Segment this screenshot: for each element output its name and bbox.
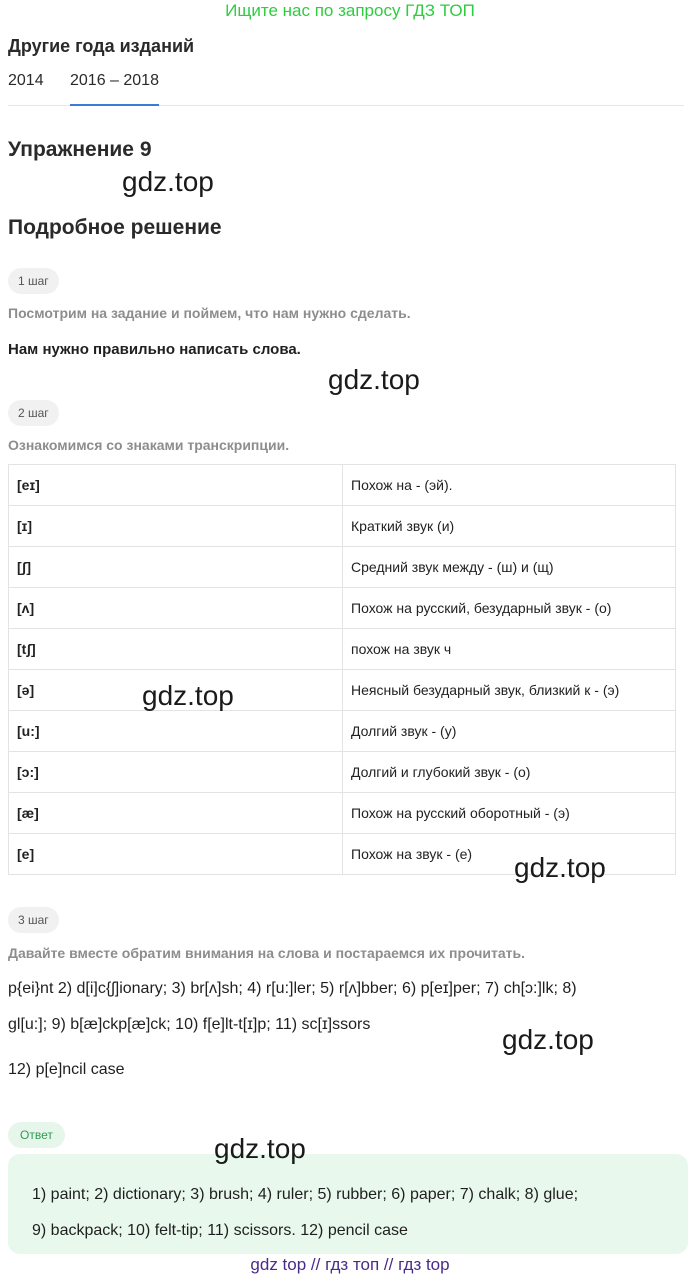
answer-line: 9) backpack; 10) felt-tip; 11) scissors. 12) pencil case — [32, 1222, 408, 1239]
transcription-symbol: [eɪ] — [9, 465, 343, 506]
search-banner[interactable]: Ищите нас по запросу ГДЗ ТОП — [225, 1, 475, 20]
watermark: gdz.top — [502, 1024, 594, 1055]
answer-box — [8, 1154, 688, 1254]
step-badge: 1 шаг — [8, 268, 59, 294]
table-row — [9, 506, 676, 547]
transcription-symbol: [ʃ] — [9, 547, 343, 588]
words-line: gl[u:]; 9) b[æ]ckp[æ]ck; 10) f[e]lt-t[ɪ]p; 11) sc[ɪ]ssors — [8, 1016, 371, 1033]
transcription-symbol: [ə] — [9, 670, 343, 711]
watermark: gdz.top — [214, 1133, 306, 1164]
table-row — [9, 670, 676, 711]
answer-line: 1) paint; 2) dictionary; 3) brush; 4) ruler; 5) rubber; 6) paper; 7) chalk; 8) glue; — [32, 1186, 579, 1203]
table-row — [9, 752, 676, 793]
transcription-symbol: [e] — [9, 834, 343, 875]
transcription-description: Похож на русский оборотный - (э) — [343, 793, 676, 834]
transcription-description: Краткий звук (и) — [343, 506, 676, 547]
transcription-description: Долгий и глубокий звук - (о) — [343, 752, 676, 793]
footer-links[interactable]: gdz top // гдз топ // гдз top — [250, 1255, 450, 1274]
step-hint: Ознакомимся со знаками транскрипции. — [8, 437, 290, 453]
watermark: gdz.top — [514, 852, 606, 883]
step-hint: Посмотрим на задание и поймем, что нам нужно сделать. — [8, 305, 411, 321]
transcription-symbol: [ʌ] — [9, 588, 343, 629]
table-row — [9, 465, 676, 506]
step-badge: 2 шаг — [8, 400, 59, 426]
tab-2016-2018[interactable]: 2016 – 2018 — [70, 72, 159, 106]
transcription-description: Неясный безударный звук, близкий к - (э) — [343, 670, 676, 711]
step-text: Нам нужно правильно написать слова. — [8, 341, 301, 358]
step-badge: 3 шаг — [8, 907, 59, 933]
transcription-symbol: [ɪ] — [9, 506, 343, 547]
exercise-title: Упражнение 9 — [8, 138, 152, 161]
step-hint: Давайте вместе обратим внимания на слова и постараемся их прочитать. — [8, 945, 526, 961]
year-tabs — [8, 72, 684, 106]
transcription-symbol: [æ] — [9, 793, 343, 834]
transcription-description: Похож на русский, безударный звук - (о) — [343, 588, 676, 629]
transcription-table — [8, 464, 676, 875]
transcription-description: Похож на - (эй). — [343, 465, 676, 506]
watermark: gdz.top — [142, 680, 234, 711]
transcription-symbol: [ɔ:] — [9, 752, 343, 793]
watermark: gdz.top — [122, 166, 214, 197]
transcription-description: Долгий звук - (у) — [343, 711, 676, 752]
table-row — [9, 711, 676, 752]
words-line: p{ei}nt 2) d[i]c{ʃ]ionary; 3) br[ʌ]sh; 4) r[u:]ler; 5) r[ʌ]bber; 6) p[eɪ]per; 7) ch[ɔ:]lk; 8) — [8, 980, 577, 997]
transcription-description: Похож на звук - (е) — [343, 834, 676, 875]
transcription-description: Средний звук между - (ш) и (щ) — [343, 547, 676, 588]
tab-2014[interactable]: 2014 — [8, 72, 44, 89]
table-row — [9, 629, 676, 670]
table-row — [9, 793, 676, 834]
transcription-symbol: [u:] — [9, 711, 343, 752]
table-row — [9, 588, 676, 629]
watermark: gdz.top — [328, 364, 420, 395]
words-line: 12) p[e]ncil case — [8, 1061, 125, 1078]
solution-title: Подробное решение — [8, 216, 222, 239]
transcription-description: похож на звук ч — [343, 629, 676, 670]
transcription-symbol: [tʃ] — [9, 629, 343, 670]
answer-badge: Ответ — [8, 1122, 65, 1148]
editions-title: Другие года изданий — [8, 36, 195, 56]
table-row — [9, 547, 676, 588]
